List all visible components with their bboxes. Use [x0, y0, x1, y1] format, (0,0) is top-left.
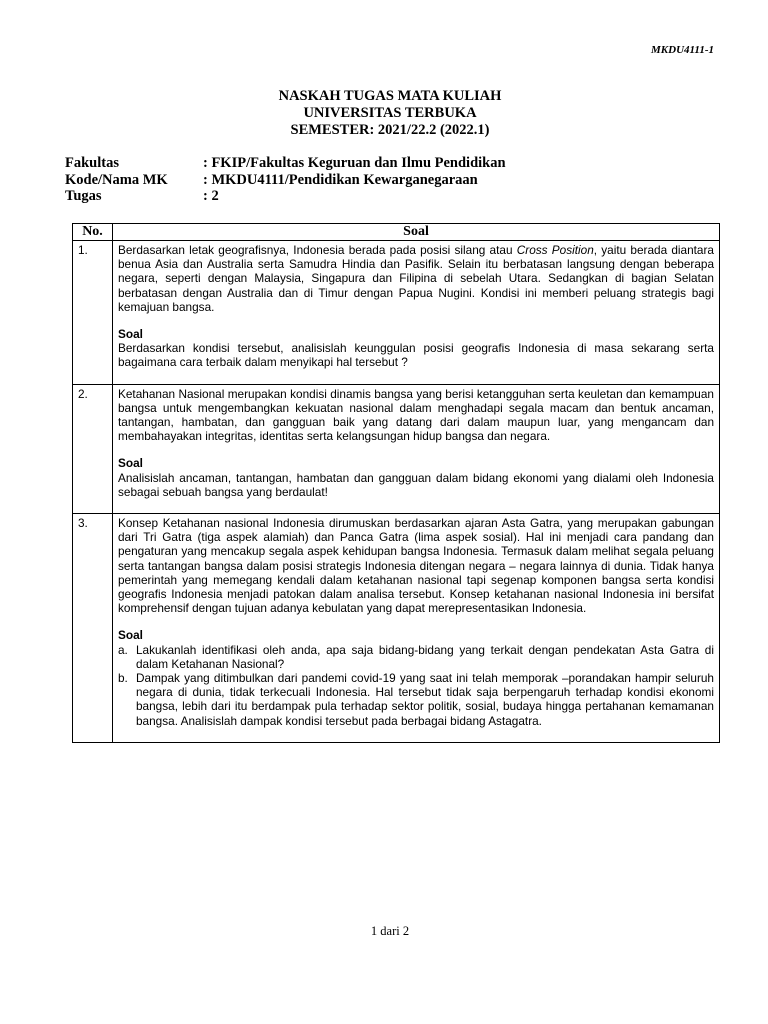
table-header-row	[73, 224, 720, 241]
item-text: Lakukanlah identifikasi oleh anda, apa saja bidang-bidang yang terkait dengan pendekatan Asta Gatra di dalam Ketahanan Nasional?	[136, 642, 714, 671]
soal-label: Soal	[118, 327, 143, 342]
document-code: MKDU4111-1	[651, 44, 714, 56]
page-number: 1 dari 2	[370, 924, 410, 938]
course-meta	[65, 155, 506, 205]
row-content	[113, 384, 720, 513]
header-no: No.	[73, 224, 113, 241]
title-line: UNIVERSITAS TERBUKA	[303, 105, 477, 121]
question-item-b	[118, 671, 714, 728]
soal-table	[72, 223, 720, 743]
meta-value: : FKIP/Fakultas Keguruan dan Ilmu Pendidikan	[203, 155, 506, 171]
case-text	[118, 243, 714, 314]
meta-value: : 2	[203, 188, 219, 204]
table-row	[73, 514, 720, 743]
item-text: Dampak yang ditimbulkan dari pandemi covid-19 yang saat ini telah memporak –porandakan hampir seluruh negara di dunia, tidak terkecuali Indonesia. Hal tersebut tidak saja berpengaruh terhadap kondisi ekonomi bangsa, lebih dari itu berdampak pula terhadap sektor politik, sosial, budaya hingga pertahanan kemamanan bangsa. Analisislah dampak kondisi tersebut pada berbagai bidang Astagatra.	[136, 671, 714, 728]
table-row	[73, 241, 720, 385]
row-content	[113, 241, 720, 385]
question-text: Berdasarkan kondisi tersebut, analisislah keunggulan posisi geografis Indonesia di masa sekarang serta bagaimana cara terbaik dalam menyikapi hal tersebut ?	[118, 341, 714, 370]
row-number: 1.	[73, 241, 113, 385]
row-number: 3.	[73, 514, 113, 743]
question-text: Analisislah ancaman, tantangan, hambatan dan gangguan dalam bidang ekonomi yang dialami oleh Indonesia sebagai sebuah bangsa yang berdaulat!	[118, 470, 714, 499]
soal-label: Soal	[118, 628, 143, 643]
title-line: NASKAH TUGAS MATA KULIAH	[278, 88, 502, 104]
meta-label: Kode/Nama MK	[65, 171, 168, 188]
meta-row-fakultas	[65, 155, 506, 172]
item-marker: b.	[118, 671, 128, 686]
table-row	[73, 384, 720, 513]
item-marker: a.	[118, 642, 128, 657]
meta-label: Tugas	[65, 188, 102, 204]
row-number: 2.	[73, 384, 113, 513]
title-line: SEMESTER: 2021/22.2 (2022.1)	[290, 122, 490, 138]
document-title	[0, 88, 768, 139]
meta-value: : MKDU4111/Pendidikan Kewarganegaraan	[203, 171, 478, 188]
soal-label: Soal	[118, 456, 143, 471]
header-soal: Soal	[113, 224, 720, 241]
meta-row-kode	[65, 172, 506, 189]
case-text-part: , yaitu berada diantara benua Asia dan Australia serta Samudra Hindia dan Pasifik. Selain itu berbatasan langsung dengan beberapa negara, seperti dengan Malaysia, Singapura dan Filipina di sebelah Utara. Sedangkan di bagian Selatan berbatasan dengan Australia dan di Timur dengan Papua Nugini. Kondisi ini memberi peluang strategis bagi kemajuan bangsa.	[118, 243, 714, 314]
meta-label: Fakultas	[65, 155, 119, 171]
case-text: Ketahanan Nasional merupakan kondisi dinamis bangsa yang berisi ketangguhan serta keuletan dan kemampuan bangsa untuk mengembangkan kekuatan nasional dalam menghadapi segala macam dan bentuk ancaman, tantangan, hambatan, dan gangguan baik yang datang dari dalam maupun luar, yang mengancam dan membahayakan integritas, identitas serta kelangsungan hidup bangsa dan negara.	[118, 386, 714, 444]
row-content	[113, 514, 720, 743]
case-text-part: Berdasarkan letak geografisnya, Indonesia berada pada posisi silang atau	[118, 243, 517, 257]
case-text-italic: Cross Position	[516, 243, 594, 257]
question-item-a	[118, 643, 714, 671]
case-text: Konsep Ketahanan nasional Indonesia dirumuskan berdasarkan ajaran Asta Gatra, yang merupakan gabungan dari Tri Gatra (tiga aspek alamiah) dan Panca Gatra (lima aspek sosial). Hal ini menjadi cara pandang dan pengaturan yang mencakup segala aspek kehidupan bangsa Indonesia. Termasuk dalam melihat segala peluang serta tantangan bangsa dalam posisi strategis Indonesia ditengan negara – negara lainnya di dunia. Tidak hanya pemerintah yang memegang kendali dalam ketahanan nasional tapi segenap komponen bangsa serta kondisi geografis Indonesia menjadi patokan dalam analisa tersebut. Konsep ketahanan nasional Indonesia ini bersifat komprehensif dengan tujuan adanya kebulatan yang dapat merepresentasikan Indonesia.	[118, 516, 714, 616]
meta-row-tugas	[65, 188, 506, 205]
